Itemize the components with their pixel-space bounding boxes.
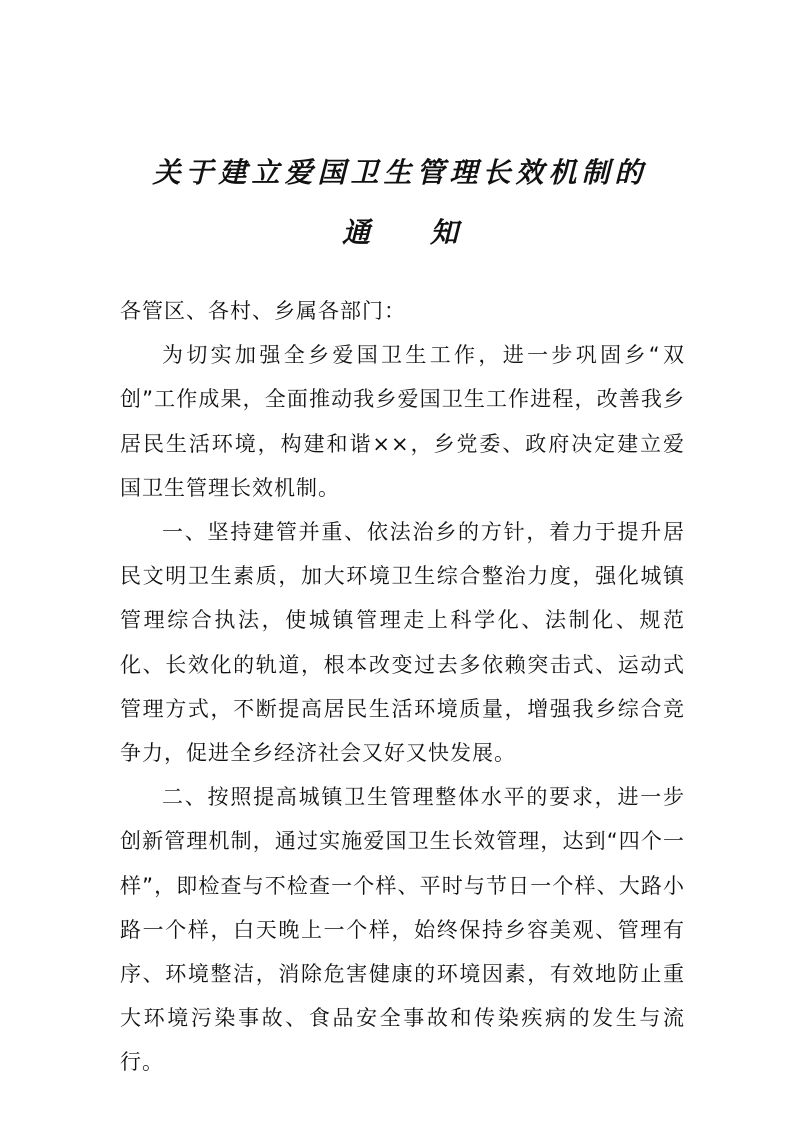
salutation: 各管区、各村、乡属各部门： xyxy=(120,299,406,323)
paragraph-section-1: 一、坚持建管并重、依法治乡的方针，着力于提升居民文明卫生素质，加大环境卫生综合整治力度，强化城镇管理综合执法，使城镇管理走上科学化、法制化、规范化、长效化的轨道，根本改变过去多依赖突击式、运动式管理方式，不断提高居民生活环境质量，增强我乡综合竞争力，促进全乡经济社会又好又快发展。 xyxy=(120,520,685,766)
document-title: 关于建立爱国卫生管理长效机制的 xyxy=(152,156,648,189)
paragraph-section-2: 二、按照提高城镇卫生管理整体水平的要求，进一步创新管理机制，通过实施爱国卫生长效管理，达到“四个一样”，即检查与不检查一个样、平时与节日一个样、大路小路一个样，白天晚上一个样，始终保持乡容美观、管理有序、环境整洁，消除危害健康的环境因素，有效地防止重大环境污染事故、食品安全事故和传染疾病的发生与流行。 xyxy=(120,785,685,1075)
paragraph-intro: 为切实加强全乡爱国卫生工作，进一步巩固乡“双创”工作成果，全面推动我乡爱国卫生工作进程，改善我乡居民生活环境，构建和谐××，乡党委、政府决定建立爱国卫生管理长效机制。 xyxy=(120,343,685,500)
document-title-notice: 通知 xyxy=(341,216,518,249)
document-body xyxy=(120,289,685,1085)
